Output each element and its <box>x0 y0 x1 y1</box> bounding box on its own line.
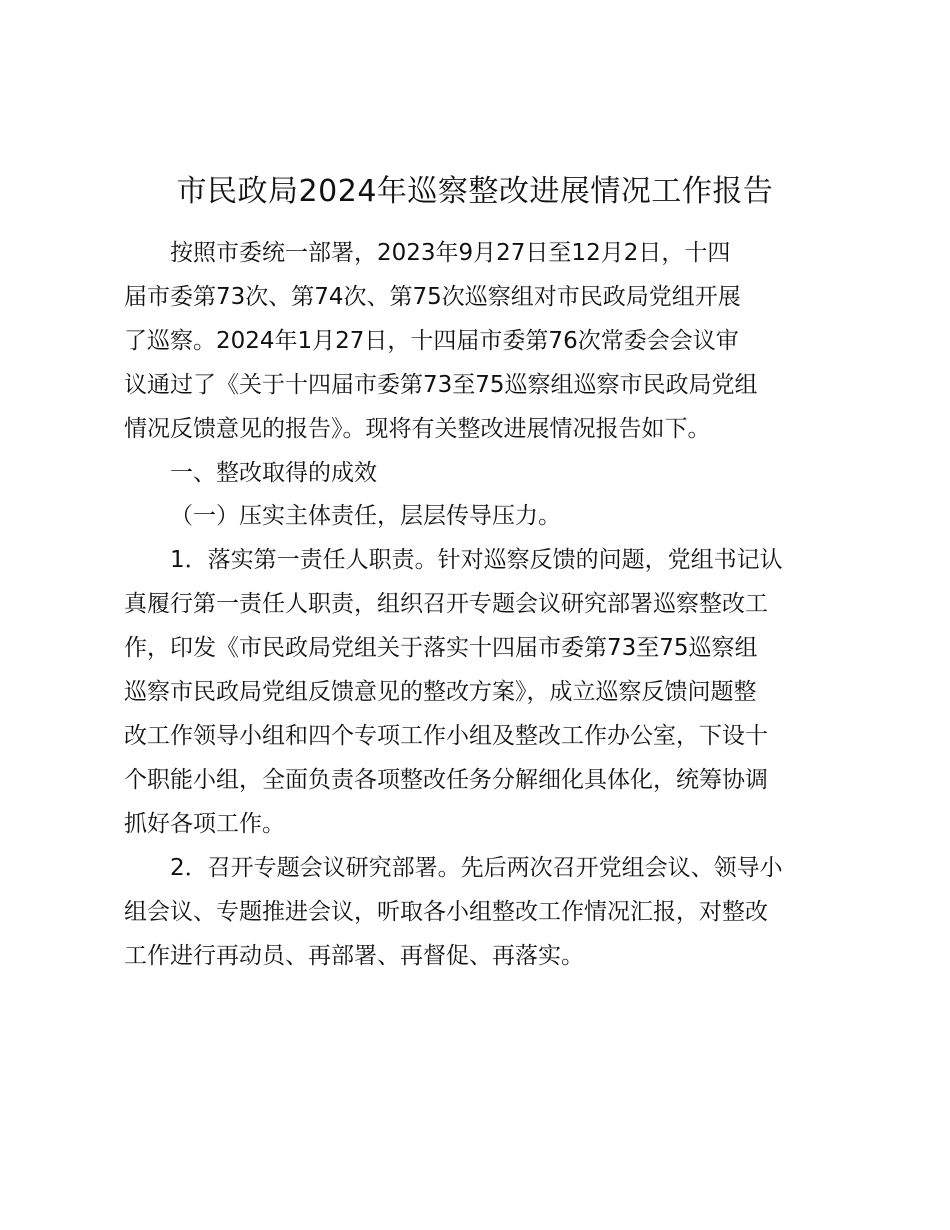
subsection-heading <box>124 495 836 539</box>
section-heading <box>124 452 836 496</box>
text-line: 议通过了《关于十四届市委第73至75巡察组巡察市民政局党组 <box>124 371 758 398</box>
document-body <box>124 232 836 978</box>
text-line: 抓好各项工作。 <box>124 810 285 837</box>
paragraph-item-1 <box>124 539 836 846</box>
paragraph-item-2 <box>124 847 836 979</box>
text-line: 组会议、专题推进会议，听取各小组整改工作情况汇报，对整改 <box>124 898 768 925</box>
text-line: 巡察市民政局党组反馈意见的整改方案》，成立巡察反馈问题整 <box>124 679 757 706</box>
text-line: 情况反馈意见的报告》。现将有关整改进展情况报告如下。 <box>124 415 711 442</box>
paragraph-intro <box>124 232 836 452</box>
text-line: 工作进行再动员、再部署、再督促、再落实。 <box>124 942 584 969</box>
text-line: 按照市委统一部署，2023年9月27日至12月2日，十四 <box>170 240 731 266</box>
text-line: 届市委第73次、第74次、第75次巡察组对市民政局党组开展 <box>124 283 741 310</box>
text-line: 真履行第一责任人职责，组织召开专题会议研究部署巡察整改工 <box>124 591 768 618</box>
text-line: 2．召开专题会议研究部署。先后两次召开党组会议、领导小 <box>170 854 783 881</box>
text-line: 改工作领导小组和四个专项工作小组及整改工作办公室，下设十 <box>124 722 768 749</box>
text-line: 作，印发《市民政局党组关于落实十四届市委第73至75巡察组 <box>124 635 758 662</box>
text-line: 个职能小组，全面负责各项整改任务分解细化具体化，统筹协调 <box>124 766 768 793</box>
text-line: 一、整改取得的成效 <box>170 459 377 486</box>
document-title: 市民政局2024年巡察整改进展情况工作报告 <box>176 174 774 209</box>
text-line: 1．落实第一责任人职责。针对巡察反馈的问题，党组书记认 <box>170 547 783 574</box>
text-line: （一）压实主体责任，层层传导压力。 <box>170 503 561 530</box>
text-line: 了巡察。2024年1月27日，十四届市委第76次常委会会议审 <box>124 327 739 354</box>
